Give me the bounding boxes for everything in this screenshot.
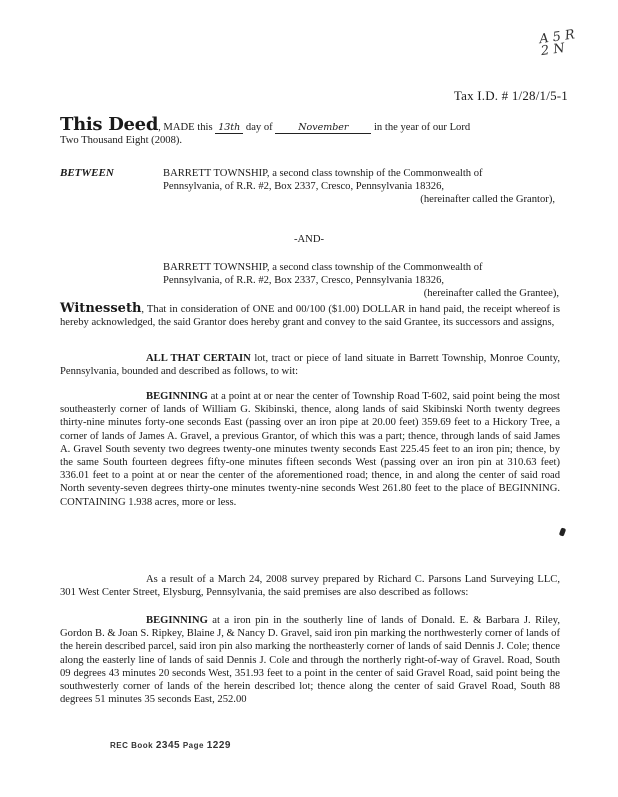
witnesseth-label: Witnesseth (60, 301, 142, 316)
year-text: in the year of our Lord (373, 122, 471, 133)
all-that-text: lot, tract or piece of land situate in Barrett Township, Monroe County, Pennsylvania, bounded and described as follows, to wit: (60, 353, 561, 378)
grantee-line3: (hereinafter called the Grantee), (423, 288, 559, 299)
day-of-text: day of (245, 122, 273, 133)
made-text: , MADE this (158, 122, 213, 133)
day-blank: 13th (215, 123, 243, 134)
beginning1-lead: BEGINNING (146, 391, 208, 402)
witnesseth-text: , That in consideration of ONE and 00/100 ($1.00) DOLLAR in hand paid, the receipt whereof is hereby acknowledged, the said Grantor does hereby grant and convey to the said Grantee, its successors and assigns, (60, 304, 560, 329)
beginning2-text: at a iron pin in the southerly line of lands of Donald. E. & Barbara J. Riley, Gordon B. & Joan S. Ripkey, Blaine J, & Nancy D. Gravel, said iron pin marking the northwesterly corner of lands of the herein described parcel, said iron pin also marking the northeasterly corner of lands of said Dennis J. Cole; thence along the easterly line of lands of said Dennis J. Cole and through the northerly right-of-way of Gravel. Road, South 09 degrees 43 minutes 20 seconds West, 351.93 feet to a point in the center of said Gravel Road, said point being the southwesterly corner of lands of the herein described lot; thence along the center of said Gravel Road, South 88 degrees 51 minutes 35 seconds East, 252.00 (60, 615, 560, 706)
handwritten-note: A 5 R 2 N (538, 27, 576, 60)
survey-text: As a result of a March 24, 2008 survey prepared by Richard C. Parsons Land Surveying LLC, 301 West Center Street, Elysburg, Pennsylvania, the said premises are also described as follows: (60, 574, 560, 599)
grantor-line3: (hereinafter called the Grantor), (420, 194, 555, 205)
recording-footer (110, 740, 231, 751)
month-blank: November (275, 123, 371, 134)
grantor-line1: BARRETT TOWNSHIP, a second class township of the Commonwealth of (163, 168, 483, 179)
book-label: REC Book (110, 741, 154, 750)
survey-paragraph (60, 573, 560, 599)
all-that-lead: ALL THAT CERTAIN (146, 353, 251, 364)
grantor-line2: Pennsylvania, of R.R. #2, Box 2337, Cresco, Pennsylvania 18326, (163, 181, 445, 192)
page-number: 1229 (206, 740, 231, 751)
beginning2-lead: BEGINNING (146, 615, 208, 626)
year-line2: Two Thousand Eight (2008). (60, 135, 183, 147)
tax-id: Tax I.D. # 1/28/1/5-1 (453, 88, 568, 103)
deed-opening (60, 114, 560, 147)
and-separator: -AND- (293, 234, 324, 245)
all-that-paragraph (60, 352, 560, 378)
book-number: 2345 (155, 740, 181, 751)
page-label: Page (182, 741, 204, 750)
witnesseth-paragraph (60, 302, 560, 329)
grantor-block (163, 167, 563, 206)
beginning-paragraph-1 (60, 390, 560, 509)
beginning-paragraph-2 (60, 614, 560, 706)
grantee-block (163, 261, 563, 300)
between-label: BETWEEN (60, 167, 114, 179)
beginning1-text: at a point at or near the center of Township Road T-602, said point being the most southeasterly corner of lands of William G. Skibinski, thence, along lands of said Skibinski North twenty degrees thirty-nine minutes forty-one seconds East (passing over an iron pipe at 20.00 feet) 359.69 feet to a Hickory Tree, a corner of lands of James A. Gravel, a previous Grantor, of which this was a part; thence, through lands of said James A. Gravel South seventy two degrees twenty-one minutes twenty seconds East 225.45 feet to an iron pin; thence, by the same South fourteen degrees fifty-one minutes fifteen seconds West (passing over an iron pin at 310.63 feet) 336.01 feet to a point at or near the center of the aforementioned road; thence, in and along the center of said road North seventy-seven degrees thirty-one minutes twenty-nine seconds West 261.80 feet to the place of BEGINNING. CONTAINING 1.938 acres, more or less. (60, 391, 560, 508)
grantee-line1: BARRETT TOWNSHIP, a second class township of the Commonwealth of (163, 262, 483, 273)
grantee-line2: Pennsylvania, of R.R. #2, Box 2337, Cresco, Pennsylvania 18326, (163, 275, 445, 286)
deed-title: This Deed (60, 114, 159, 135)
ink-mark (559, 527, 566, 536)
